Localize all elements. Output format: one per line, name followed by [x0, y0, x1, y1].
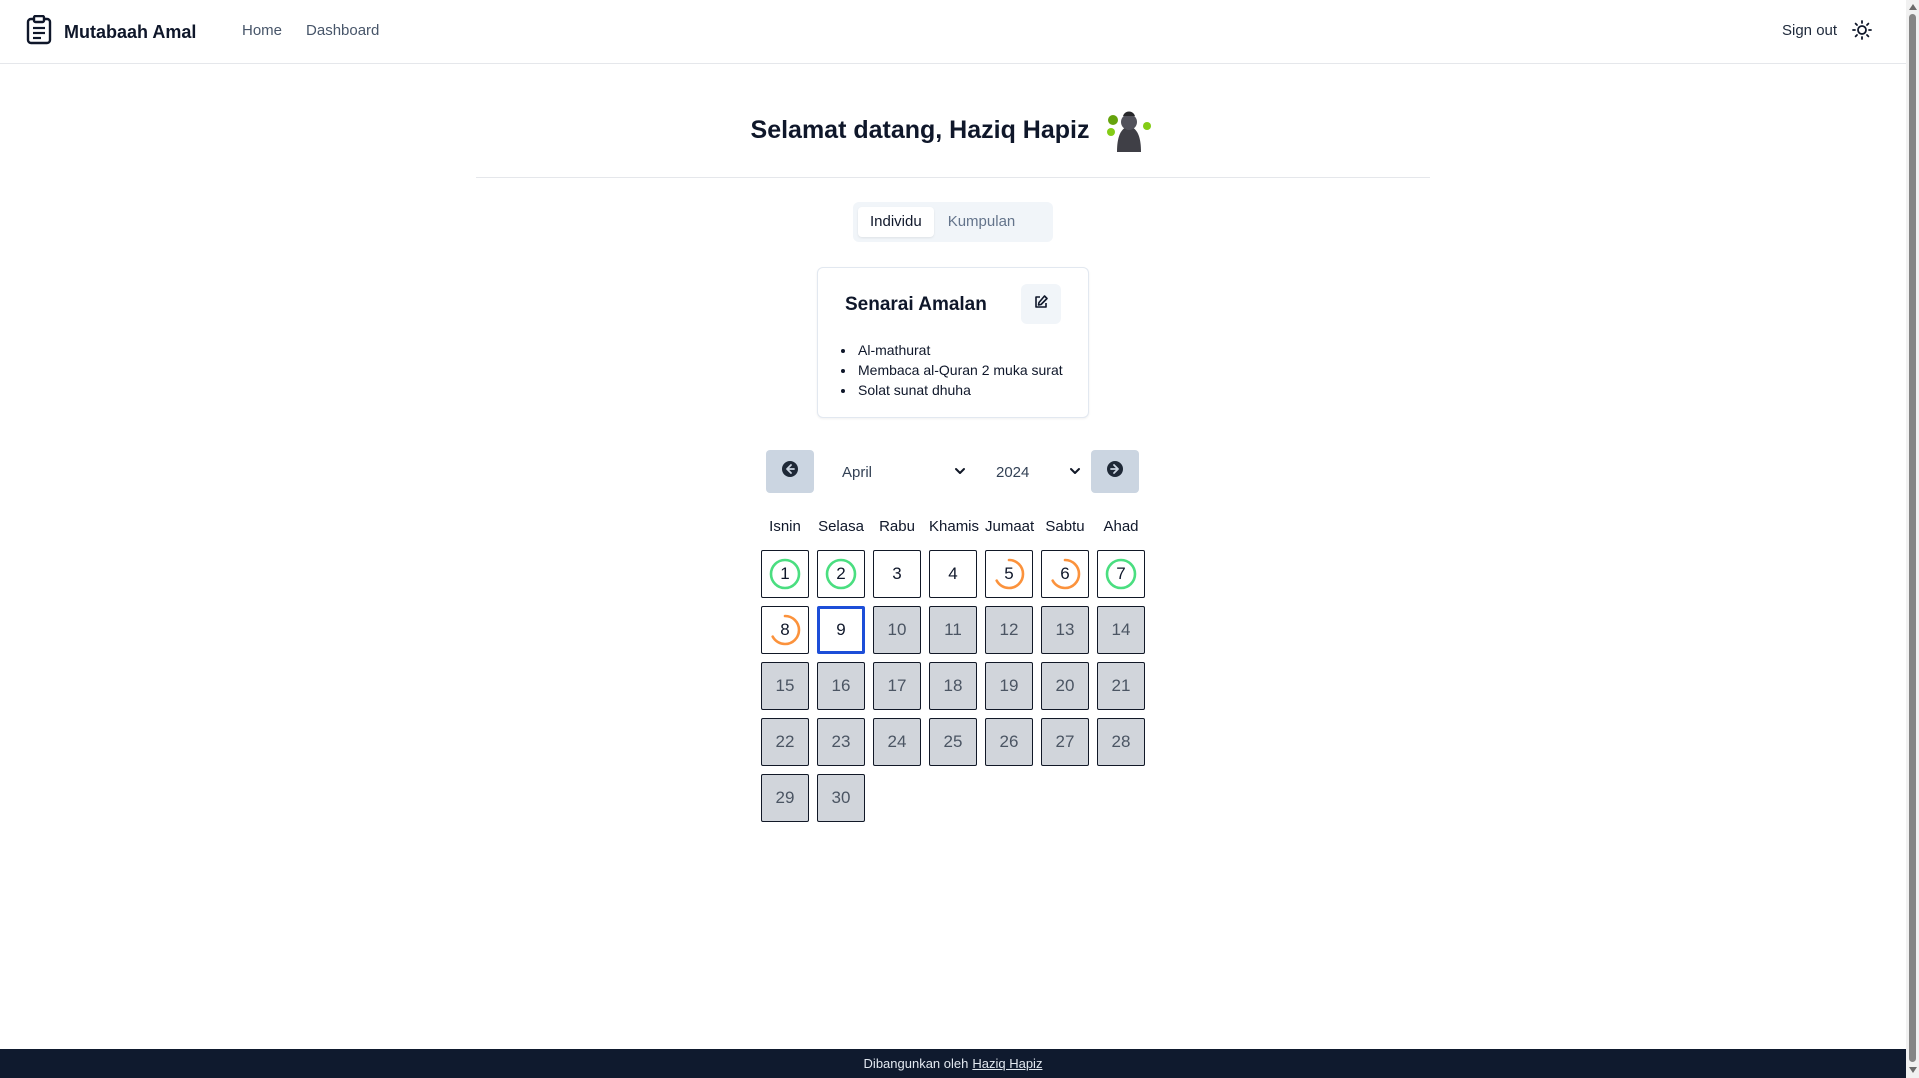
- amalan-card-title: Senarai Amalan: [845, 294, 987, 315]
- calendar-day-number: 15: [775, 676, 795, 695]
- calendar-day-number: 17: [887, 676, 907, 695]
- calendar-day-number: 7: [1116, 564, 1126, 583]
- chevron-down-icon: [954, 464, 966, 481]
- calendar-day-number: 6: [1060, 564, 1070, 583]
- calendar-day-2[interactable]: [817, 550, 865, 598]
- edit-amalan-button[interactable]: [1021, 284, 1061, 324]
- arrow-left-circle-icon: [781, 460, 799, 483]
- calendar-day-number: 10: [887, 620, 907, 639]
- calendar-day-3[interactable]: [873, 550, 921, 598]
- theme-toggle-button[interactable]: [1850, 20, 1874, 44]
- calendar-day-number: 27: [1055, 732, 1075, 751]
- calendar-day-number: 4: [948, 564, 958, 583]
- year-select-value: 2024: [996, 463, 1030, 481]
- day-name-rabu: Rabu: [879, 518, 915, 535]
- calendar-day-number: 25: [943, 732, 963, 751]
- calendar-day-12[interactable]: [985, 606, 1033, 654]
- calendar-day-21[interactable]: [1097, 662, 1145, 710]
- calendar-day-number: 12: [999, 620, 1019, 639]
- calendar-day-30[interactable]: [817, 774, 865, 822]
- arrow-right-circle-icon: [1106, 460, 1124, 483]
- calendar-day-13[interactable]: [1041, 606, 1089, 654]
- scroll-up-arrow-icon[interactable]: [1909, 4, 1917, 10]
- app-title: Mutabaah Amal: [64, 21, 197, 42]
- calendar-day-9[interactable]: [817, 606, 865, 654]
- calendar-day-17[interactable]: [873, 662, 921, 710]
- welcome-section: [0, 108, 1906, 152]
- clipboard-icon: [26, 15, 52, 50]
- welcome-heading: Selamat datang, Haziq Hapiz: [750, 115, 1090, 144]
- previous-month-button[interactable]: [766, 450, 814, 493]
- calendar-day-number: 2: [836, 564, 846, 583]
- tab-individu[interactable]: Individu: [858, 207, 934, 237]
- calendar-day-14[interactable]: [1097, 606, 1145, 654]
- vertical-scrollbar[interactable]: [1906, 0, 1919, 1078]
- calendar-day-16[interactable]: [817, 662, 865, 710]
- calendar-day-15[interactable]: [761, 662, 809, 710]
- calendar-day-number: 8: [780, 620, 790, 639]
- scrollbar-thumb[interactable]: [1909, 14, 1916, 1062]
- calendar-day-4[interactable]: [929, 550, 977, 598]
- calendar-day-24[interactable]: [873, 718, 921, 766]
- calendar-day-25[interactable]: [929, 718, 977, 766]
- amalan-list: [856, 340, 1063, 400]
- calendar-day-5[interactable]: [985, 550, 1033, 598]
- nav-dashboard-link[interactable]: Dashboard: [306, 22, 380, 39]
- calendar-day-number: 1: [780, 564, 790, 583]
- day-name-ahad: Ahad: [1103, 518, 1139, 535]
- top-navbar: [0, 0, 1906, 64]
- calendar-day-number: 23: [831, 732, 851, 751]
- calendar-day-number: 19: [999, 676, 1019, 695]
- day-name-khamis: Khamis: [929, 518, 980, 535]
- calendar-day-number: 3: [892, 564, 902, 583]
- section-divider: [476, 177, 1430, 178]
- calendar-day-number: 13: [1055, 620, 1075, 639]
- calendar-day-11[interactable]: [929, 606, 977, 654]
- calendar-day-8[interactable]: [761, 606, 809, 654]
- calendar-day-number: 26: [999, 732, 1019, 751]
- calendar-day-10[interactable]: [873, 606, 921, 654]
- list-item: • Al-mathurat: [856, 340, 1063, 360]
- calendar-day-29[interactable]: [761, 774, 809, 822]
- avatar: [1103, 108, 1155, 152]
- calendar-day-number: 11: [944, 620, 962, 639]
- year-select[interactable]: [996, 460, 1081, 484]
- day-name-selasa: Selasa: [818, 518, 864, 535]
- month-select[interactable]: [842, 460, 966, 484]
- calendar-day-26[interactable]: [985, 718, 1033, 766]
- main-nav: [242, 22, 379, 39]
- list-item: • Membaca al-Quran 2 muka surat: [856, 360, 1063, 380]
- scroll-down-arrow-icon[interactable]: [1909, 1067, 1917, 1073]
- calendar-day-28[interactable]: [1097, 718, 1145, 766]
- calendar-day-number: 14: [1111, 620, 1131, 639]
- tab-kumpulan[interactable]: Kumpulan: [947, 213, 1016, 230]
- brand[interactable]: [26, 15, 196, 49]
- calendar-day-number: 5: [1004, 564, 1014, 583]
- day-name-jumaat: Jumaat: [985, 518, 1035, 535]
- calendar-day-18[interactable]: [929, 662, 977, 710]
- calendar-day-7[interactable]: [1097, 550, 1145, 598]
- list-item: • Solat sunat dhuha: [856, 380, 1063, 400]
- calendar-day-number: 29: [775, 788, 795, 807]
- sun-icon: [1852, 20, 1872, 45]
- calendar-day-20[interactable]: [1041, 662, 1089, 710]
- calendar-day-number: 18: [943, 676, 963, 695]
- calendar-day-23[interactable]: [817, 718, 865, 766]
- month-select-value: April: [842, 463, 873, 481]
- calendar-day-1[interactable]: [761, 550, 809, 598]
- calendar-day-number: 16: [831, 676, 851, 695]
- calendar-day-number: 30: [831, 788, 851, 807]
- calendar-day-number: 22: [775, 732, 795, 751]
- calendar-day-22[interactable]: [761, 718, 809, 766]
- footer-text: Dibangunkan oleh: [863, 1056, 969, 1071]
- nav-home-link[interactable]: Home: [242, 22, 283, 39]
- calendar-day-27[interactable]: [1041, 718, 1089, 766]
- view-tabs: [853, 202, 1053, 242]
- calendar-day-number: 9: [836, 620, 846, 639]
- calendar-day-number: 24: [887, 732, 907, 751]
- day-name-isnin: Isnin: [769, 518, 801, 535]
- amalan-list-card: [817, 267, 1089, 418]
- edit-icon: [1033, 294, 1049, 315]
- day-name-sabtu: Sabtu: [1045, 518, 1085, 535]
- next-month-button[interactable]: [1091, 450, 1139, 493]
- calendar-day-6[interactable]: [1041, 550, 1089, 598]
- calendar-day-number: 21: [1111, 676, 1131, 695]
- sign-out-button[interactable]: Sign out: [1782, 22, 1838, 39]
- footer-author-link[interactable]: Haziq Hapiz: [972, 1056, 1043, 1071]
- footer: [0, 1049, 1906, 1078]
- calendar-day-number: 20: [1055, 676, 1075, 695]
- calendar-day-19[interactable]: [985, 662, 1033, 710]
- chevron-down-icon: [1069, 464, 1081, 481]
- calendar-day-number: 28: [1111, 732, 1131, 751]
